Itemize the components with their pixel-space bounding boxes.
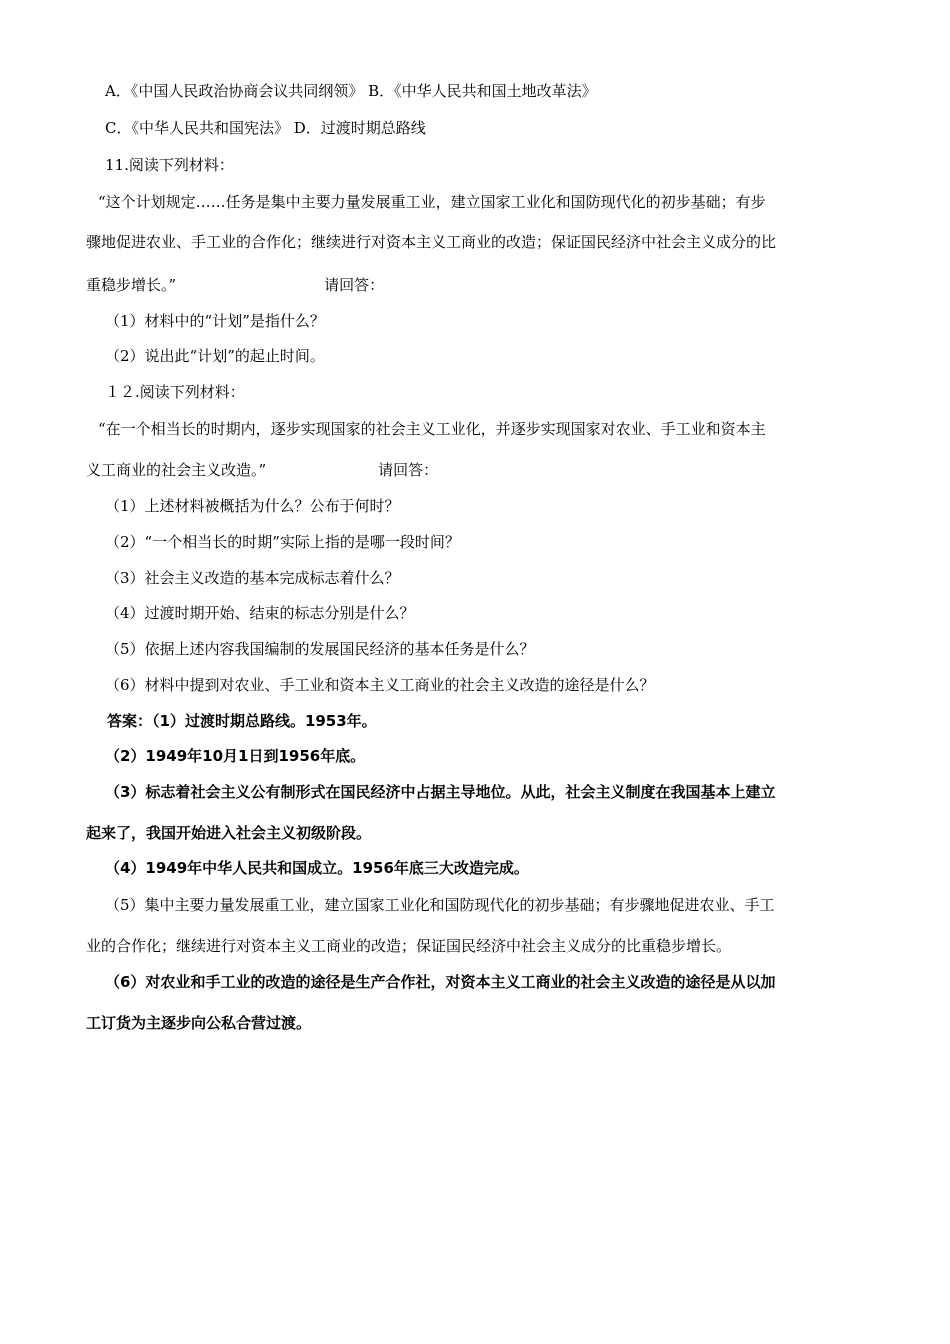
q10-option-line-2: C．《中华人民共和国宪法》 D．过渡时期总路线 — [105, 119, 426, 137]
q11-material-line-1: “这个计划规定……任务是集中主要力量发展重工业，建立国家工业化和国防现代化的初步基础；有步 — [98, 193, 766, 211]
q11-material-line-2: 骤地促进农业、手工业的合作化；继续进行对资本主义工商业的改造；保证国民经济中社会主义成分的比 — [86, 233, 777, 251]
answer-5-line-2: 业的合作化；继续进行对资本主义工商业的改造；保证国民经济中社会主义成分的比重稳步增长。 — [86, 937, 732, 955]
answer-6-line-2: 工订货为主逐步向公私合营过渡。 — [86, 1014, 312, 1032]
q11-question-1: （1）材料中的“计划”是指什么？ — [105, 312, 325, 330]
q11-question-2: （2）说出此“计划”的起止时间。 — [105, 347, 325, 365]
q12-material-end: 义工商业的社会主义改造。” — [86, 461, 267, 479]
q12-material-line-2 — [86, 459, 438, 481]
answer-5-line-1: （5）集中主要力量发展重工业，建立国家工业化和国防现代化的初步基础；有步骤地促进农业、手工 — [105, 896, 775, 914]
q11-material-line-3 — [86, 274, 384, 296]
answer-3-line-2: 起来了，我国开始进入社会主义初级阶段。 — [86, 824, 372, 842]
q12-material-line-1: “在一个相当长的时期内，逐步实现国家的社会主义工业化，并逐步实现国家对农业、手工业和资本主 — [98, 420, 766, 438]
q11-intro: 11.阅读下列材料： — [105, 156, 234, 174]
q12-question-2: （2）“一个相当长的时期”实际上指的是哪一段时间？ — [105, 533, 460, 551]
q12-question-4: （4）过渡时期开始、结束的标志分别是什么？ — [105, 604, 415, 622]
q12-intro: １２.阅读下列材料： — [105, 383, 245, 401]
q12-question-1: （1）上述材料被概括为什么？公布于何时？ — [105, 497, 400, 515]
answer-3-line-1: （3）标志着社会主义公有制形式在国民经济中占据主导地位。从此，社会主义制度在我国基本上建立 — [105, 783, 776, 801]
q12-question-6: （6）材料中提到对农业、手工业和资本主义工商业的社会主义改造的途径是什么？ — [105, 676, 655, 694]
answer-1: 答案：（1）过渡时期总路线。1953年。 — [107, 712, 377, 730]
q12-question-5: （5）依据上述内容我国编制的发展国民经济的基本任务是什么？ — [105, 640, 535, 658]
q12-question-3: （3）社会主义改造的基本完成标志着什么？ — [105, 569, 400, 587]
q11-prompt: 请回答： — [324, 276, 385, 294]
answer-2: （2）1949年10月1日到1956年底。 — [105, 747, 366, 765]
q10-option-line-1: A．《中国人民政治协商会议共同纲领》 B．《中华人民共和国土地改革法》 — [105, 82, 597, 100]
q12-prompt: 请回答： — [378, 461, 439, 479]
q11-material-end: 重稳步增长。” — [86, 276, 177, 294]
answer-4: （4）1949年中华人民共和国成立。1956年底三大改造完成。 — [105, 859, 529, 877]
answer-6-line-1: （6）对农业和手工业的改造的途径是生产合作社，对资本主义工商业的社会主义改造的途径是从以加 — [105, 973, 776, 991]
